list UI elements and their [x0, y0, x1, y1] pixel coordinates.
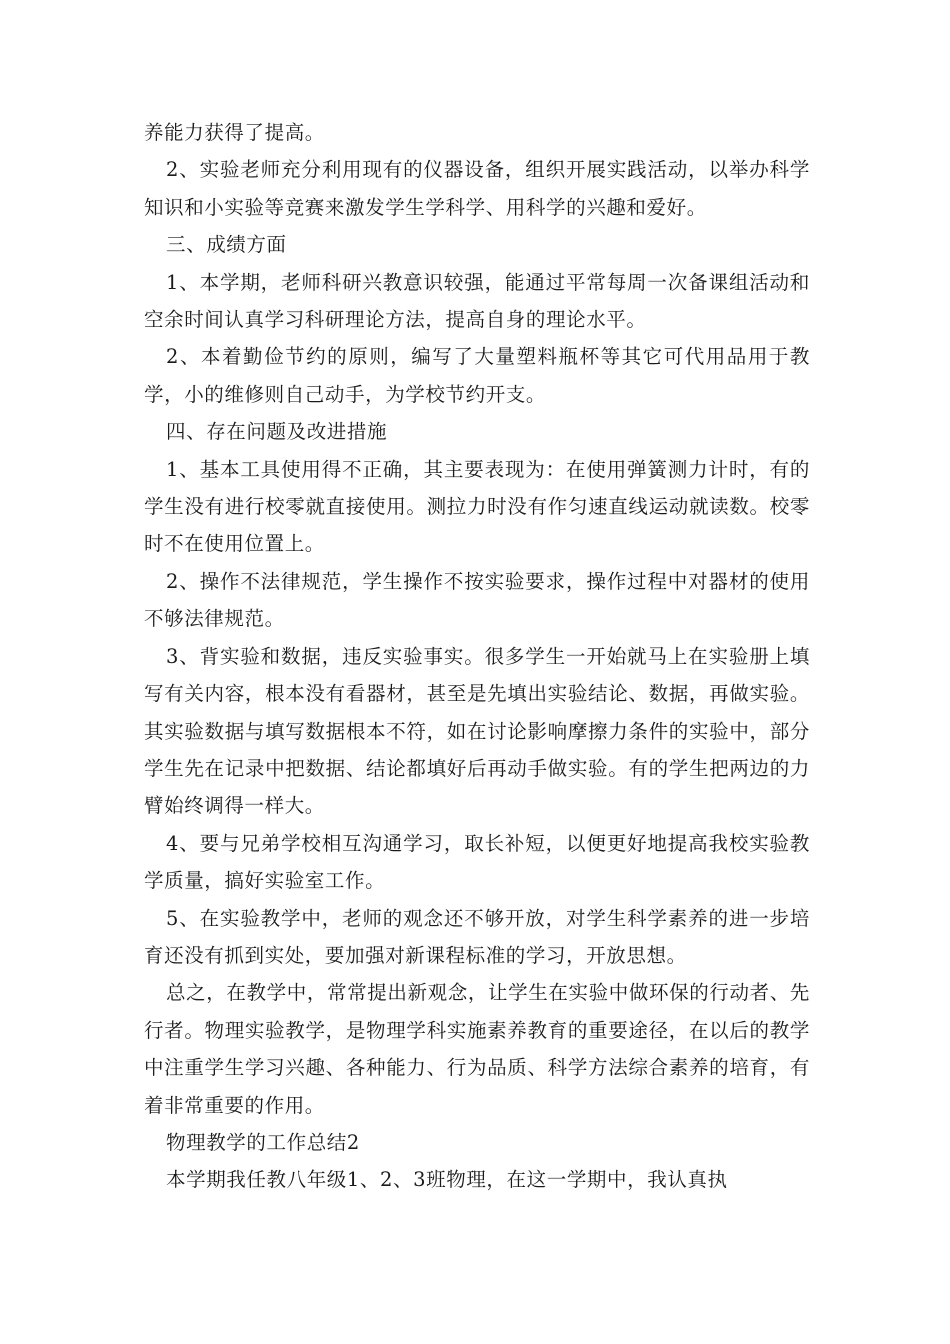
document-body — [144, 114, 810, 1199]
paragraph-conclusion: 总之，在教学中，常常提出新观念，让学生在实验中做环保的行动者、先行者。物理实验教学，是物理学科实施素养教育的重要途径，在以后的教学中注重学生学习兴趣、各种能力、行为品质、科学方法综合素养的培育，有着非常重要的作用。 — [144, 981, 810, 1117]
paragraph-problem-1: 1、基本工具使用得不正确，其主要表现为：在使用弹簧测力计时，有的学生没有进行校零就直接使用。测拉力时没有作匀速直线运动就读数。校零时不在使用位置上。 — [144, 457, 810, 556]
paragraph-problem-4: 4、要与兄弟学校相互沟通学习，取长补短，以便更好地提高我校实验教学质量，搞好实验室工作。 — [144, 831, 810, 893]
paragraph-problem-5: 5、在实验教学中，老师的观念还不够开放，对学生科学素养的进一步培育还没有抓到实处，要加强对新课程标准的学习，开放思想。 — [144, 906, 810, 967]
paragraph-achievement-2: 2、本着勤俭节约的原则，编写了大量塑料瓶杯等其它可代用品用于教学，小的维修则自己动手，为学校节约开支。 — [144, 345, 810, 406]
paragraph-continuation: 养能力获得了提高。 — [144, 121, 325, 144]
section-heading-summary-2: 物理教学的工作总结2 — [166, 1130, 360, 1154]
section-heading-problems: 四、存在问题及改进措施 — [166, 420, 388, 444]
paragraph-problem-3: 3、背实验和数据，违反实验事实。很多学生一开始就马上在实验册上填写有关内容，根本没有看器材，甚至是先填出实验结论、数据，再做实验。其实验数据与填写数据根本不符，如在讨论影响摩擦力条件的实验中，部分学生先在记录中把数据、结论都填好后再动手做实验。有的学生把两边的力臂始终调得一样大。 — [144, 644, 810, 818]
paragraph-problem-2: 2、操作不法律规范，学生操作不按实验要求，操作过程中对器材的使用不够法律规范。 — [144, 569, 810, 631]
paragraph-item-2: 2、实验老师充分利用现有的仪器设备，组织开展实践活动，以举办科学知识和小实验等竞赛来激发学生学科学、用科学的兴趣和爱好。 — [144, 158, 810, 219]
paragraph-summary-2-intro: 本学期我任教八年级1、2、3班物理，在这一学期中，我认真执 — [166, 1168, 728, 1192]
section-heading-achievements: 三、成绩方面 — [166, 233, 287, 257]
paragraph-achievement-1: 1、本学期，老师科研兴教意识较强，能通过平常每周一次备课组活动和空余时间认真学习科研理论方法，提高自身的理论水平。 — [144, 270, 810, 332]
